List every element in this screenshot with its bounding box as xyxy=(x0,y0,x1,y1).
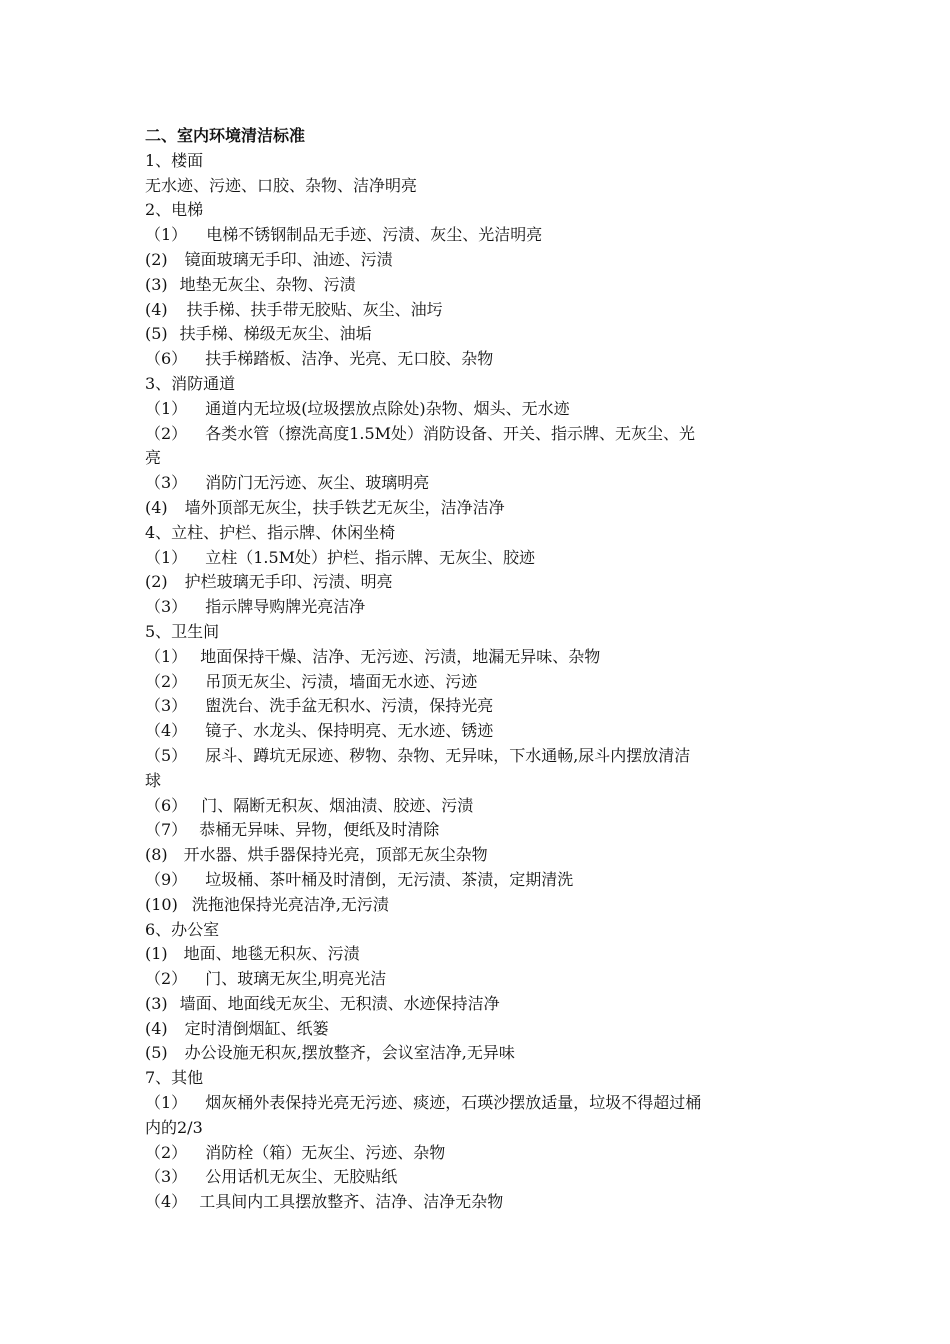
item-number: (2) xyxy=(145,249,168,269)
item-number: (4) xyxy=(145,1018,168,1038)
item-number: （1） xyxy=(145,225,188,245)
item-number: （3） xyxy=(145,1167,188,1187)
list-item xyxy=(145,1165,815,1190)
list-item xyxy=(145,273,815,298)
list-item xyxy=(145,546,815,571)
list-item xyxy=(145,719,815,744)
list-item xyxy=(145,471,815,496)
document-lines xyxy=(145,149,815,1215)
item-number: （2） xyxy=(145,969,188,989)
item-number: （7） xyxy=(145,820,188,840)
item-text: 门、玻璃无灰尘,明亮光洁 xyxy=(205,969,387,989)
list-item xyxy=(145,794,815,819)
item-text: 盥洗台、洗手盆无积水、污渍，保持光亮 xyxy=(205,696,494,716)
item-number: （1） xyxy=(145,398,188,418)
list-item xyxy=(145,347,815,372)
item-text: 地面保持干燥、洁净、无污迹、污渍，地漏无异味、杂物 xyxy=(200,646,601,666)
list-item xyxy=(145,496,815,521)
item-text: 消防栓（箱）无灰尘、污迹、杂物 xyxy=(205,1142,446,1162)
list-item xyxy=(145,1041,815,1066)
list-item xyxy=(145,248,815,273)
list-item xyxy=(145,992,815,1017)
item-text: 指示牌导购牌光亮洁净 xyxy=(205,597,366,617)
item-text: 开水器、烘手器保持光亮，顶部无灰尘杂物 xyxy=(183,845,488,865)
item-text: 扶手梯、扶手带无胶贴、灰尘、油圬 xyxy=(186,299,443,319)
item-text: 通道内无垃圾(垃圾摆放点除处)杂物、烟头、无水迹 xyxy=(205,398,570,418)
item-text: 洗拖池保持光亮洁净,无污渍 xyxy=(191,894,389,914)
item-number: （6） xyxy=(145,795,188,815)
list-item xyxy=(145,694,815,719)
item-text: 各类水管（擦洗高度1.5M处）消防设备、开关、指示牌、无灰尘、光 xyxy=(205,423,696,443)
item-text: 吊顶无灰尘、污渍，墙面无水迹、污迹 xyxy=(205,671,478,691)
text-line: 球 xyxy=(145,770,162,790)
list-item xyxy=(145,1141,815,1166)
item-text: 镜子、水龙头、保持明亮、无水迹、锈迹 xyxy=(205,721,494,741)
item-number: (8) xyxy=(145,845,168,865)
item-number: （1） xyxy=(145,547,188,567)
item-number: （2） xyxy=(145,1142,188,1162)
item-text: 垃圾桶、茶叶桶及时清倒，无污渍、茶渍，定期清洗 xyxy=(205,869,574,889)
list-item xyxy=(145,595,815,620)
document-page xyxy=(145,124,815,1215)
list-item xyxy=(145,868,815,893)
list-item xyxy=(145,843,815,868)
item-number: （6） xyxy=(145,349,188,369)
list-item xyxy=(145,1017,815,1042)
item-text: 护栏玻璃无手印、污渍、明亮 xyxy=(184,572,393,592)
text-line: 亮 xyxy=(145,448,162,468)
item-number: （4） xyxy=(145,721,188,741)
list-item xyxy=(145,893,815,918)
list-item xyxy=(145,298,815,323)
list-item xyxy=(145,645,815,670)
list-item xyxy=(145,570,815,595)
item-text: 电梯不锈钢制品无手迹、污渍、灰尘、光洁明亮 xyxy=(206,225,543,245)
list-item xyxy=(145,967,815,992)
list-item xyxy=(145,422,815,447)
item-text: 恭桶无异味、异物，便纸及时清除 xyxy=(199,820,440,840)
item-number: (4) xyxy=(145,497,168,517)
item-text: 公用话机无灰尘、无胶贴纸 xyxy=(205,1167,398,1187)
item-number: (1) xyxy=(145,944,168,964)
item-number: （4） xyxy=(145,1192,188,1212)
document-title: 二、室内环境清洁标准 xyxy=(145,126,306,145)
section-heading: 7、其他 xyxy=(145,1068,204,1088)
list-item xyxy=(145,670,815,695)
item-text: 地面、地毯无积灰、污渍 xyxy=(183,944,360,964)
item-number: (5) xyxy=(145,324,168,344)
item-number: （1） xyxy=(145,1093,188,1113)
item-number: (2) xyxy=(145,572,168,592)
item-text: 扶手梯踏板、洁净、光亮、无口胶、杂物 xyxy=(205,349,494,369)
list-item xyxy=(145,942,815,967)
section-heading: 4、立柱、护栏、指示牌、休闲坐椅 xyxy=(145,522,396,542)
item-number: （9） xyxy=(145,869,188,889)
item-number: （2） xyxy=(145,671,188,691)
text-line: 内的2/3 xyxy=(145,1117,203,1137)
list-item xyxy=(145,1190,815,1215)
section-heading: 5、卫生间 xyxy=(145,621,220,641)
list-item xyxy=(145,322,815,347)
item-text: 烟灰桶外表保持光亮无污迹、痰迹，石瑛沙摆放适量，垃圾不得超过桶 xyxy=(205,1093,702,1113)
item-number: (3) xyxy=(145,993,168,1013)
item-text: 尿斗、蹲坑无尿迹、秽物、杂物、无异味，下水通畅,尿斗内摆放清洁 xyxy=(205,745,691,765)
item-text: 镜面玻璃无手印、油迹、污渍 xyxy=(184,249,393,269)
list-item xyxy=(145,744,815,769)
section-heading: 6、办公室 xyxy=(145,919,220,939)
list-item xyxy=(145,1091,815,1116)
list-item xyxy=(145,397,815,422)
item-text: 扶手梯、梯级无灰尘、油垢 xyxy=(179,324,372,344)
item-number: (3) xyxy=(145,274,168,294)
text-line: 无水迹、污迹、口胶、杂物、洁净明亮 xyxy=(145,175,418,195)
item-number: (4) xyxy=(145,299,168,319)
list-item xyxy=(145,818,815,843)
section-heading: 1、楼面 xyxy=(145,150,204,170)
item-text: 墙面、地面线无灰尘、无积渍、水迹保持洁净 xyxy=(179,993,500,1013)
item-text: 墙外顶部无灰尘，扶手铁艺无灰尘，洁净洁净 xyxy=(184,497,505,517)
item-text: 办公设施无积灰,摆放整齐，会议室洁净,无异味 xyxy=(184,1043,515,1063)
item-text: 立柱（1.5M处）护栏、指示牌、无灰尘、胶迹 xyxy=(205,547,536,567)
section-heading: 3、消防通道 xyxy=(145,373,236,393)
item-number: （3） xyxy=(145,597,188,617)
item-text: 门、隔断无积灰、烟油渍、胶迹、污渍 xyxy=(201,795,474,815)
item-number: （2） xyxy=(145,423,188,443)
item-text: 地垫无灰尘、杂物、污渍 xyxy=(179,274,356,294)
item-text: 定时清倒烟缸、纸篓 xyxy=(184,1018,329,1038)
item-number: （3） xyxy=(145,473,188,493)
list-item xyxy=(145,223,815,248)
item-number: （1） xyxy=(145,646,188,666)
section-heading: 2、电梯 xyxy=(145,200,204,220)
item-number: (5) xyxy=(145,1043,168,1063)
item-text: 消防门无污迹、灰尘、玻璃明亮 xyxy=(205,473,430,493)
item-number: （5） xyxy=(145,745,188,765)
item-number: （3） xyxy=(145,696,188,716)
item-text: 工具间内工具摆放整齐、洁净、洁净无杂物 xyxy=(199,1192,504,1212)
item-number: (10) xyxy=(145,894,178,914)
